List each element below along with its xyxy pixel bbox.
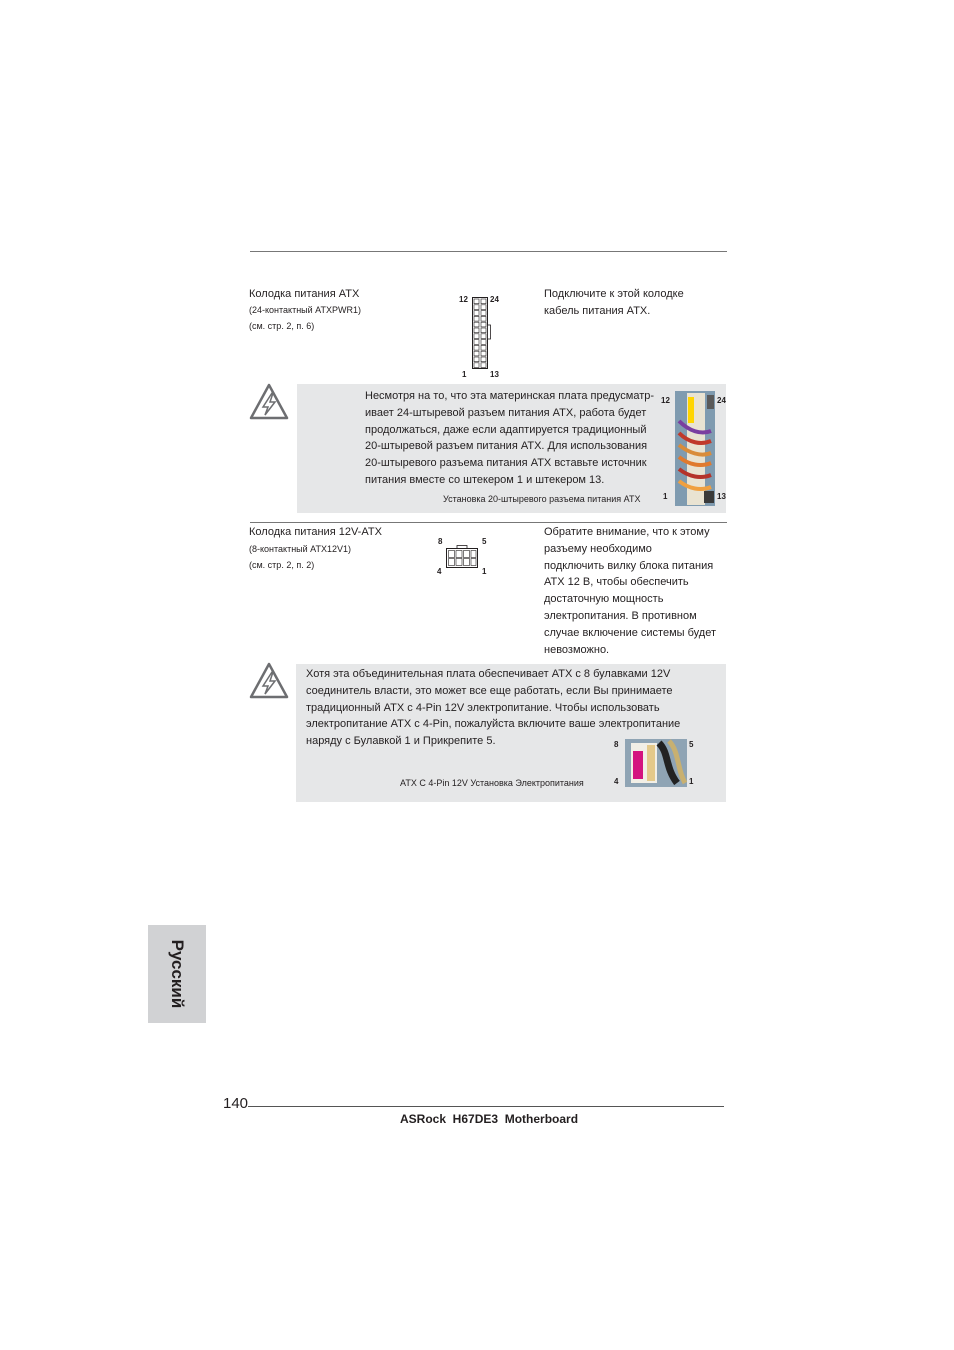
atx-desc-line: кабель питания ATX. — [544, 304, 651, 317]
atx12v-desc-line: случае включение системы будет — [544, 626, 716, 639]
atx-note-text — [365, 388, 654, 489]
photo-pin-13: 13 — [717, 492, 726, 501]
warning-icon — [249, 662, 289, 705]
pin-label-1: 1 — [482, 567, 487, 576]
note-line: питания вместе со штекером 1 и штекером 13. — [365, 473, 605, 486]
photo-pin-12: 12 — [661, 396, 670, 405]
note-line: 20-штыревой разъем питания ATX. Для использования — [365, 440, 648, 453]
photo-pin-1: 1 — [663, 492, 668, 501]
photo-pin-8: 8 — [614, 740, 619, 749]
photo-pin-5: 5 — [689, 740, 694, 749]
note-line: наряду с Булавкой 1 и Прикрепите 5. — [306, 735, 496, 748]
footer-rule — [248, 1106, 724, 1107]
atx12v-desc-line: электропитания. В противном — [544, 609, 697, 622]
atx-header-subtitle: (24-контактный ATXPWR1) — [249, 305, 362, 315]
note-line: традиционный ATX с 4-Pin 12V электропитание. Чтобы использовать — [306, 701, 660, 714]
atx12v-desc-line: ATX 12 В, чтобы обеспечить — [544, 576, 689, 589]
atx12v-8pin-connector-diagram — [432, 534, 492, 578]
note-line: продолжаться, даже если адаптируется традиционный — [365, 423, 647, 436]
atx-header-title: Колодка питания ATX — [249, 288, 360, 300]
atx12v-4pin-install-photo — [610, 736, 700, 792]
atx12v-desc-line: невозможно. — [544, 643, 610, 656]
note-line: ивает 24-штыревой разъем питания ATX, работа будет — [365, 406, 647, 419]
language-side-tab — [148, 925, 206, 1023]
atx12v-note-caption: ATX С 4-Pin 12V Установка Электропитания — [400, 778, 584, 788]
atx12v-desc-line: подключить вилку блока питания — [544, 559, 714, 572]
atx-note-caption: Установка 20-штыревого разъема питания ATX — [443, 494, 641, 504]
atx-header-ref: (см. стр. 2, п. 6) — [249, 321, 315, 331]
atx12v-header-subtitle: (8-контактный ATX12V1) — [249, 544, 352, 554]
atx-20pin-install-photo — [658, 388, 726, 510]
note-line: Несмотря на то, что эта материнская плата предусматр- — [365, 390, 655, 402]
pin-label-1: 1 — [462, 370, 467, 379]
atx12v-desc-line: разъему необходимо — [544, 542, 652, 555]
atx-description — [544, 286, 684, 320]
atx12v-description — [544, 524, 716, 658]
page-number: 140 — [223, 1095, 249, 1112]
note-line: Хотя эта объединительная плата обеспечивает ATX с 8 булавками 12V — [306, 668, 671, 680]
language-tab-label: Русский — [168, 939, 187, 1009]
footer-product-name: ASRock H67DE3 Motherboard — [400, 1112, 579, 1126]
section-divider — [250, 522, 727, 523]
photo-pin-24: 24 — [717, 396, 726, 405]
top-rule — [250, 251, 727, 252]
photo-pin-4: 4 — [614, 777, 619, 786]
pin-label-5: 5 — [482, 537, 487, 546]
pin-label-12: 12 — [459, 295, 468, 304]
photo-pin-1: 1 — [689, 777, 694, 786]
warning-icon — [249, 383, 289, 426]
pin-label-8: 8 — [438, 537, 443, 546]
atx12v-desc-line: достаточную мощность — [544, 593, 664, 606]
atx-24pin-connector-diagram — [455, 292, 505, 382]
note-line: 20-штыревого разъема питания ATX вставьте источник — [365, 457, 647, 470]
atx12v-desc-line: Обратите внимание, что к этому — [544, 526, 710, 538]
pin-label-4: 4 — [437, 567, 442, 576]
atx12v-header-ref: (см. стр. 2, п. 2) — [249, 560, 315, 570]
note-line: электропитание ATX с 4-Pin, пожалуйста включите ваше электропитание — [306, 718, 681, 731]
pin-label-13: 13 — [490, 370, 499, 379]
atx12v-header-title: Колодка питания 12V-ATX — [249, 526, 382, 538]
pin-label-24: 24 — [490, 295, 499, 304]
note-line: соединитель власти, это может все еще работать, если Вы принимаете — [306, 684, 673, 697]
atx-desc-line: Подключите к этой колодке — [544, 288, 684, 300]
